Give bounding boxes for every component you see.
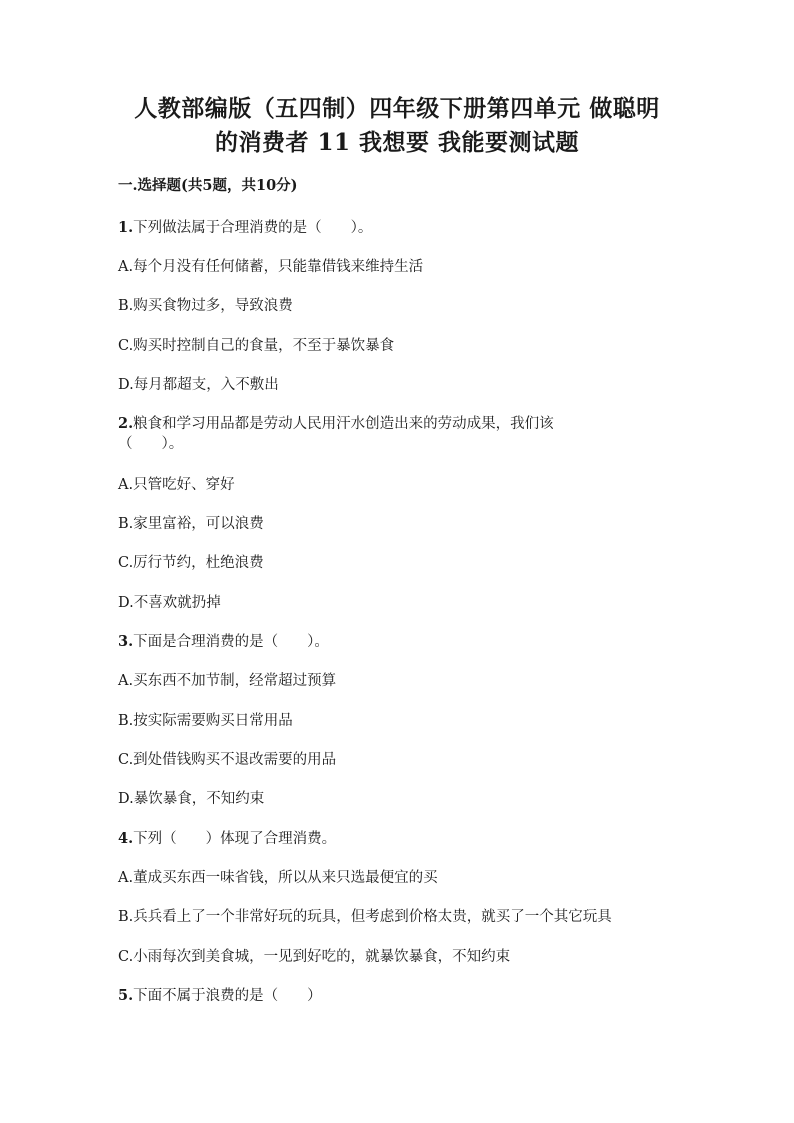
question-3 bbox=[118, 632, 329, 652]
question-stem: 粮食和学习用品都是劳动人民用汗水创造出来的劳动成果，我们该 bbox=[133, 416, 554, 432]
page-title bbox=[100, 92, 694, 160]
question-1-option-a: A.每个月没有任何储蓄，只能靠借钱来维持生活 bbox=[118, 259, 424, 275]
question-number: 2. bbox=[118, 415, 134, 432]
title-line-2: 的消费者 11 我想要 我能要测试题 bbox=[214, 129, 580, 156]
question-number: 3. bbox=[118, 633, 134, 650]
question-2-option-a: A.只管吃好、穿好 bbox=[118, 477, 235, 493]
question-3-option-c: C.到处借钱购买不退改需要的用品 bbox=[118, 752, 337, 768]
question-5 bbox=[118, 986, 322, 1006]
question-1-option-c: C.购买时控制自己的食量，不至于暴饮暴食 bbox=[118, 338, 395, 354]
question-stem: 下列（ ）体现了合理消费。 bbox=[133, 831, 337, 847]
question-3-option-a: A.买东西不加节制，经常超过预算 bbox=[118, 673, 337, 689]
question-4-option-a: A.董成买东西一味省钱，所以从来只选最便宜的买 bbox=[118, 870, 438, 886]
question-1-option-d: D.每月都超支，入不敷出 bbox=[118, 377, 279, 393]
title-line-1: 人教部编版（五四制）四年级下册第四单元 做聪明 bbox=[134, 95, 660, 122]
question-4-option-c: C.小雨每次到美食城，一见到好吃的，就暴饮暴食，不知约束 bbox=[118, 949, 511, 965]
question-2-option-c: C.厉行节约，杜绝浪费 bbox=[118, 555, 264, 571]
question-number: 4. bbox=[118, 830, 134, 847]
question-number: 1. bbox=[118, 219, 134, 236]
question-stem: 下面不属于浪费的是（ ） bbox=[133, 988, 322, 1004]
question-number: 5. bbox=[118, 987, 134, 1004]
question-stem: 下列做法属于合理消费的是（ ）。 bbox=[133, 220, 373, 236]
question-4 bbox=[118, 829, 336, 849]
question-4-option-b: B.兵兵看上了一个非常好玩的玩具，但考虑到价格太贵，就买了一个其它玩具 bbox=[118, 909, 612, 925]
question-stem-continuation: （ ）。 bbox=[118, 436, 184, 452]
question-3-option-d: D.暴饮暴食，不知约束 bbox=[118, 791, 265, 807]
question-2-option-d: D.不喜欢就扔掉 bbox=[118, 595, 221, 611]
question-1 bbox=[118, 218, 372, 238]
question-2 bbox=[118, 414, 554, 454]
question-stem: 下面是合理消费的是（ ）。 bbox=[133, 634, 329, 650]
question-3-option-b: B.按实际需要购买日常用品 bbox=[118, 713, 293, 729]
section-header: 一.选择题(共5题，共10分) bbox=[118, 177, 298, 194]
question-1-option-b: B.购买食物过多，导致浪费 bbox=[118, 298, 293, 314]
question-2-option-b: B.家里富裕，可以浪费 bbox=[118, 516, 264, 532]
